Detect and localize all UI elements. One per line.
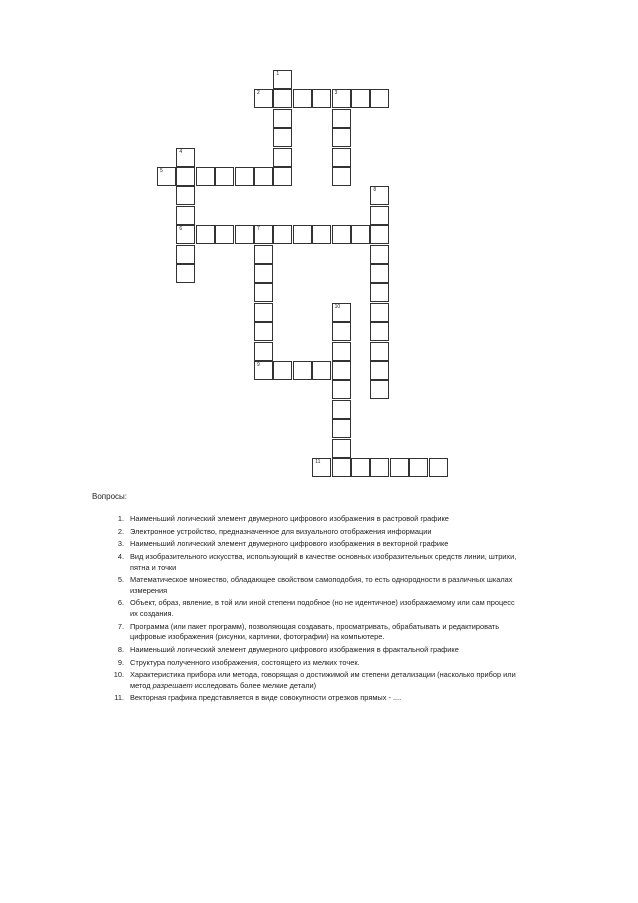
question-number: 9.: [117, 657, 124, 667]
question-item: [104, 670, 524, 691]
crossword-cell[interactable]: [176, 186, 195, 205]
crossword-cell[interactable]: [254, 361, 273, 380]
clue-number: 11: [315, 459, 321, 465]
crossword-cell[interactable]: [254, 283, 273, 302]
crossword-cell[interactable]: [370, 380, 389, 399]
clue-number: 4: [179, 148, 183, 155]
question-item: [104, 693, 524, 704]
crossword-cell[interactable]: [370, 206, 389, 225]
question-text: Векторная графика представляется в виде совокупности отрезков прямых - ....: [130, 693, 402, 703]
crossword-cell[interactable]: [312, 225, 331, 244]
crossword-cell[interactable]: [196, 225, 215, 244]
crossword-cell[interactable]: [196, 167, 215, 186]
crossword-cell[interactable]: [176, 245, 195, 264]
question-text: Структура полученного изображения, состоящего из мелких точек.: [130, 657, 360, 667]
crossword-cell[interactable]: [370, 361, 389, 380]
crossword-cell[interactable]: [370, 458, 389, 477]
question-text: Объект, образ, явление, в той или иной степени подобное (но не идентичное) изображаемому или сам процесс их создания.: [130, 598, 515, 618]
crossword-cell[interactable]: [176, 148, 195, 167]
crossword-cell[interactable]: [370, 186, 389, 205]
crossword-cell[interactable]: [370, 342, 389, 361]
crossword-cell[interactable]: [176, 167, 195, 186]
crossword-cell[interactable]: [370, 283, 389, 302]
crossword-cell[interactable]: [370, 322, 389, 341]
crossword-cell[interactable]: [254, 322, 273, 341]
crossword-cell[interactable]: [332, 439, 351, 458]
clue-number: 10: [334, 303, 341, 310]
question-text: Программа (или пакет программ), позволяющая создавать, просматривать, обрабатывать и редактировать цифровые изображения (рисунки, картинки, фотографии) на компьютере.: [130, 621, 500, 642]
question-number: 6.: [117, 598, 124, 608]
question-text: Наименьший логический элемент двумерного цифрового изображения в растровой графике: [130, 514, 449, 523]
crossword-cell[interactable]: [254, 342, 273, 361]
question-item: [104, 514, 524, 525]
crossword-cell[interactable]: [332, 148, 351, 167]
question-number: 5.: [117, 575, 124, 585]
clue-number: 8: [373, 187, 377, 194]
question-number: 1.: [117, 514, 124, 523]
crossword-cell[interactable]: [273, 361, 292, 380]
crossword-cell[interactable]: [254, 245, 273, 264]
question-text: Характеристика прибора или метода, говорящая о достижимой им степени детализации (насколько прибор или метод разрешает исследовать более мелкие детали): [130, 670, 516, 690]
question-number: 2.: [117, 526, 124, 536]
question-text: Наименьший логический элемент двумерного цифрового изображения в фрактальной графике: [130, 644, 459, 654]
crossword-cell[interactable]: [390, 458, 409, 477]
clue-number: 1: [276, 71, 280, 77]
question-text: Наименьший логический элемент двумерного цифрового изображения в векторной графике: [130, 539, 449, 549]
question-number: 11.: [114, 693, 124, 703]
crossword-cell[interactable]: [273, 89, 292, 108]
crossword-cell[interactable]: [351, 89, 370, 108]
question-number: 4.: [117, 552, 124, 562]
crossword-cell[interactable]: [176, 264, 195, 283]
crossword-cell[interactable]: [273, 225, 292, 244]
crossword-cell[interactable]: [429, 458, 448, 477]
crossword-cell[interactable]: [254, 89, 273, 108]
crossword-cell[interactable]: [332, 322, 351, 341]
question-item: [104, 658, 524, 669]
question-number: 10.: [113, 670, 124, 680]
questions-heading: Вопросы:: [92, 492, 127, 501]
crossword-cell[interactable]: [176, 225, 195, 244]
crossword-cell[interactable]: [235, 167, 254, 186]
question-item: [104, 575, 524, 596]
crossword-cell[interactable]: [332, 128, 351, 147]
question-text: Электронное устройство, предназначенное для визуального отображения информации: [130, 526, 432, 536]
crossword-cell[interactable]: [273, 128, 292, 147]
question-number: 7.: [117, 621, 124, 631]
question-number: 3.: [117, 539, 124, 549]
crossword-cell[interactable]: [409, 458, 428, 477]
question-item: [104, 552, 524, 573]
crossword-cell[interactable]: [332, 167, 351, 186]
crossword-cell[interactable]: [235, 225, 254, 244]
crossword-cell[interactable]: [293, 89, 312, 108]
crossword-cell[interactable]: [254, 303, 273, 322]
crossword-cell[interactable]: [332, 419, 351, 438]
crossword-cell[interactable]: [332, 361, 351, 380]
question-list: [104, 514, 524, 706]
crossword-cell[interactable]: [332, 303, 351, 322]
question-number: 8.: [117, 644, 124, 654]
crossword-cell[interactable]: [293, 225, 312, 244]
crossword-cell[interactable]: [273, 167, 292, 186]
question-text: Математическое множество, обладающее свойством самоподобия, то есть однородности в различных шкалах измерения: [130, 575, 513, 595]
clue-number: 6: [179, 226, 183, 233]
question-item: [104, 598, 524, 619]
crossword-cell[interactable]: [215, 167, 234, 186]
crossword-cell[interactable]: [332, 109, 351, 128]
question-item: [104, 539, 524, 550]
crossword-cell[interactable]: [370, 245, 389, 264]
crossword-cell[interactable]: [370, 303, 389, 322]
crossword-cell[interactable]: [273, 148, 292, 167]
crossword-cell[interactable]: [215, 225, 234, 244]
crossword-cell[interactable]: [332, 225, 351, 244]
crossword-cell[interactable]: [293, 361, 312, 380]
question-item: [104, 622, 524, 643]
crossword-cell[interactable]: [332, 380, 351, 399]
crossword-cell[interactable]: [351, 458, 370, 477]
crossword-cell[interactable]: [370, 225, 389, 244]
crossword-cell[interactable]: [254, 225, 273, 244]
crossword-cell[interactable]: [370, 264, 389, 283]
crossword-cell[interactable]: [254, 264, 273, 283]
crossword-cell[interactable]: [254, 167, 273, 186]
emphasized-word: разрешает: [152, 680, 193, 690]
question-item: [104, 527, 524, 538]
clue-number: 9: [257, 362, 260, 368]
clue-number: 2: [257, 90, 260, 97]
crossword-cell[interactable]: [351, 225, 370, 244]
crossword-cell[interactable]: [273, 70, 292, 89]
crossword-cell[interactable]: [332, 400, 351, 419]
crossword-cell[interactable]: [312, 361, 331, 380]
crossword-cell[interactable]: [176, 206, 195, 225]
question-text: Вид изобразительного искусства, использующий в качестве основных изобразительных средств линии, штрихи, пятна и точки: [130, 552, 517, 572]
crossword-cell[interactable]: [312, 89, 331, 108]
crossword-cell[interactable]: [332, 89, 351, 108]
question-item: [104, 645, 524, 656]
crossword-cell[interactable]: [157, 167, 176, 186]
clue-number: 3: [334, 90, 338, 97]
crossword-cell[interactable]: [370, 89, 389, 108]
crossword-cell[interactable]: [312, 458, 331, 477]
crossword-cell[interactable]: [332, 458, 351, 477]
clue-number: 7: [257, 226, 260, 233]
clue-number: 5: [160, 168, 163, 174]
crossword-cell[interactable]: [273, 109, 292, 128]
crossword-cell[interactable]: [332, 342, 351, 361]
